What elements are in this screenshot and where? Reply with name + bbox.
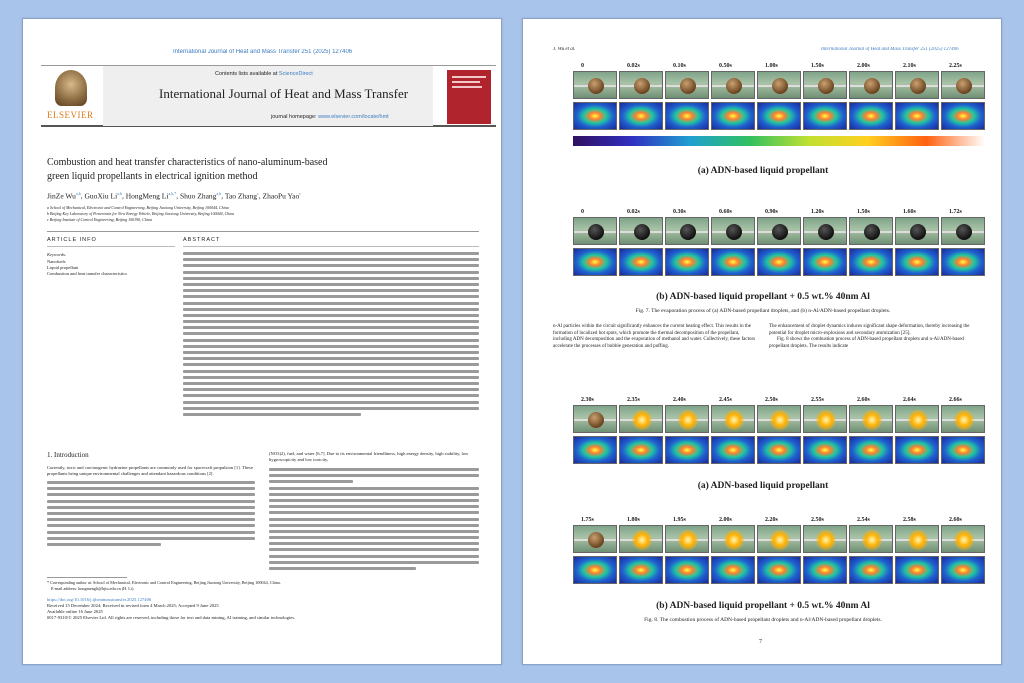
high-speed-frame — [941, 71, 985, 99]
flame — [862, 529, 882, 551]
droplet — [634, 78, 650, 94]
author-list: JinZe Wu$^{a,b}$, GuoXiu Li$^{a,b}$, HongMeng $Li^{a,b,*}$, Shuo Zhang$^{a,b}$, Tao Zhang$^c$, ZhaoPu Yao$^c$ — [47, 191, 302, 201]
section-heading-introduction: 1. Introduction — [47, 451, 89, 459]
high-speed-frame — [941, 217, 985, 245]
high-speed-frame — [803, 525, 847, 553]
keywords-heading: Keywords: — [47, 252, 67, 257]
droplet — [864, 78, 880, 94]
frame-time-label: 0.50s — [719, 63, 732, 69]
frame-time-label: 0.90s — [765, 209, 778, 215]
frame-time-label: 2.55s — [811, 397, 824, 403]
high-speed-frame — [711, 405, 755, 433]
droplet — [726, 78, 742, 94]
infrared-frame — [941, 436, 985, 464]
affiliation: b Beijing Key Laboratory of Powertrain for New Energy Vehicle, Beijing Jiaotong University, Beijing 100044, China — [47, 211, 235, 216]
frame-time-label: 0.10s — [673, 63, 686, 69]
frame-time-label: 2.50s — [811, 517, 824, 523]
affiliation-mark: c — [257, 191, 259, 196]
frame-time-label: 0 — [581, 209, 584, 215]
frame-time-label: 0.30s — [673, 209, 686, 215]
affiliation: c Beijing Institute of Control Engineering, Beijing 100190, China — [47, 217, 152, 222]
author-name[interactable]: Tao Zhang — [224, 191, 258, 201]
infrared-frame — [573, 556, 617, 584]
affiliation-mark: a,b — [75, 191, 81, 196]
paper-page-1 — [22, 18, 502, 665]
frame-time-label: 2.66s — [949, 397, 962, 403]
frame-time-label: 2.30s — [581, 397, 594, 403]
frame-time-label: 1.95s — [673, 517, 686, 523]
flame — [908, 409, 928, 431]
infrared-frame — [619, 102, 663, 130]
high-speed-frame — [619, 525, 663, 553]
running-header-journal: International Journal of Heat and Mass Transfer 251 (2025) 127406 — [821, 47, 959, 52]
abstract-text-block — [183, 252, 479, 419]
high-speed-frame — [895, 71, 939, 99]
high-speed-frame — [757, 405, 801, 433]
article-title-line-2: green liquid propellants in electrical ignition method — [47, 171, 258, 182]
intro-paragraph: Currently, toxic and carcinogenic hydrazine propellants are commonly used for spacecraft propulsion [1]. These propellants bring unique environmental challenges and attendant hazardous conditions [2]. — [47, 465, 253, 477]
frame-time-label: 0.60s — [719, 209, 732, 215]
author-name[interactable]: HongMeng Li — [125, 191, 169, 201]
article-title-line-1: Combustion and heat transfer characteristics of nano-aluminum-based — [47, 157, 328, 168]
flame — [724, 529, 744, 551]
infrared-frame — [757, 436, 801, 464]
flame — [816, 529, 836, 551]
infrared-frame — [711, 248, 755, 276]
infrared-frame — [573, 248, 617, 276]
infrared-frame — [849, 556, 893, 584]
journal-banner — [41, 65, 496, 127]
high-speed-frame — [573, 525, 617, 553]
frame-time-label: 1.20s — [811, 209, 824, 215]
flame — [678, 529, 698, 551]
high-speed-frame — [941, 525, 985, 553]
homepage-link[interactable]: www.elsevier.com/locate/hmt — [318, 114, 389, 120]
footnote-divider — [47, 577, 127, 578]
infrared-frame — [849, 436, 893, 464]
contents-prefix: Contents lists available at — [215, 71, 279, 77]
high-speed-frame — [757, 525, 801, 553]
frame-time-label: 2.50s — [765, 397, 778, 403]
affiliation-mark: a,b — [117, 191, 122, 196]
high-speed-frame — [803, 405, 847, 433]
intro-right-column — [269, 451, 479, 573]
droplet — [910, 224, 926, 240]
droplet — [588, 78, 604, 94]
high-speed-frame — [849, 405, 893, 433]
body-right-column — [769, 324, 975, 350]
infrared-frame — [573, 436, 617, 464]
infrared-frame — [619, 556, 663, 584]
droplet — [726, 224, 742, 240]
temperature-colorbar — [573, 136, 985, 146]
author-name[interactable]: Shuo Zhang — [179, 191, 217, 201]
infrared-frame — [757, 102, 801, 130]
frame-time-label: 2.10s — [903, 63, 916, 69]
droplet — [588, 532, 604, 548]
high-speed-frame — [665, 405, 709, 433]
high-speed-frame — [849, 525, 893, 553]
high-speed-frame — [849, 71, 893, 99]
homepage-prefix: journal homepage: — [271, 114, 319, 120]
flame — [678, 409, 698, 431]
frame-time-label: 2.20s — [765, 517, 778, 523]
infrared-frame — [757, 556, 801, 584]
received-dates: Received 15 December 2024; Received in revised form 4 March 2025; Accepted 9 June 2025 — [47, 603, 219, 608]
fig8b-caption: (b) ADN-based liquid propellant + 0.5 wt.% 40nm Al — [656, 601, 870, 611]
frame-time-label: 1.50s — [857, 209, 870, 215]
flame — [954, 409, 974, 431]
infrared-frame — [803, 556, 847, 584]
frame-time-label: 2.00s — [857, 63, 870, 69]
high-speed-frame — [619, 71, 663, 99]
high-speed-frame — [665, 71, 709, 99]
paper-page-2 — [522, 18, 1002, 665]
droplet — [818, 224, 834, 240]
frame-time-label: 1.72s — [949, 209, 962, 215]
affiliation-mark: a,b,* — [168, 191, 177, 196]
high-speed-frame — [803, 217, 847, 245]
droplet — [772, 78, 788, 94]
journal-title: International Journal of Heat and Mass Transfer — [159, 86, 409, 101]
infrared-frame — [665, 436, 709, 464]
fig8a-caption: (a) ADN-based liquid propellant — [697, 481, 829, 491]
droplet — [588, 224, 604, 240]
high-speed-frame — [665, 217, 709, 245]
intro-text-lines — [47, 481, 255, 546]
flame — [724, 409, 744, 431]
frame-time-label: 0 — [581, 63, 584, 69]
droplet — [864, 224, 880, 240]
flame — [632, 529, 652, 551]
frame-time-label: 1.50s — [811, 63, 824, 69]
frame-time-label: 2.64s — [903, 397, 916, 403]
droplet — [680, 78, 696, 94]
divider — [183, 246, 479, 247]
frame-time-label: 0.02s — [627, 63, 640, 69]
abstract-heading: ABSTRACT — [183, 237, 221, 243]
intro-left-column — [47, 465, 255, 549]
frame-time-label: 2.60s — [949, 517, 962, 523]
flame — [770, 409, 790, 431]
keyword: Combustion and heat transfer characteristics — [47, 271, 127, 276]
droplet — [910, 78, 926, 94]
frame-time-label: 1.60s — [903, 209, 916, 215]
infrared-frame — [803, 102, 847, 130]
article-info-heading: ARTICLE INFO — [47, 237, 97, 243]
fig7b-caption: (b) ADN-based liquid propellant + 0.5 wt.% 40nm Al — [656, 292, 870, 302]
flame — [862, 409, 882, 431]
droplet — [956, 224, 972, 240]
infrared-frame — [895, 556, 939, 584]
droplet — [680, 224, 696, 240]
infrared-frame — [711, 436, 755, 464]
body-left-column: n-Al particles within the circuit significantly enhances the current heating effect. This results in the formation of localized hot spots, which promote the thermal decomposition of the propellant, including ADN decomposition and the evaporation of methanol and water. Collectively, these factors accelerate the processes of bubble generation and puffing. — [553, 324, 756, 349]
high-speed-frame — [619, 405, 663, 433]
infrared-frame — [665, 248, 709, 276]
infrared-frame — [665, 556, 709, 584]
infrared-frame — [619, 248, 663, 276]
frame-time-label: 2.54s — [857, 517, 870, 523]
high-speed-frame — [711, 71, 755, 99]
infrared-frame — [895, 248, 939, 276]
infrared-frame — [941, 102, 985, 130]
keyword: Nanofuels — [47, 259, 66, 264]
flame — [770, 529, 790, 551]
frame-time-label: 2.60s — [857, 397, 870, 403]
infrared-frame — [941, 556, 985, 584]
infrared-frame — [895, 102, 939, 130]
author-name[interactable]: GuoXiu Li — [84, 191, 118, 201]
high-speed-frame — [711, 217, 755, 245]
infrared-frame — [849, 102, 893, 130]
frame-time-label: 0.02s — [627, 209, 640, 215]
email-footnote: E-mail address: hongmengli@bjtu.edu.cn (H. Li). — [51, 586, 135, 591]
copyright: 0017-9310/© 2025 Elsevier Ltd. All rights are reserved, including those for text and data mining, AI training, and similar technologies. — [47, 615, 296, 620]
high-speed-frame — [895, 405, 939, 433]
frame-time-label: 2.45s — [719, 397, 732, 403]
corresponding-author-footnote: * Corresponding author at: School of Mechanical, Electronic and Control Engineering, Beijing Jiaotong University, Beijing 100044, China. — [47, 580, 281, 585]
high-speed-frame — [711, 525, 755, 553]
author-name[interactable]: ZhaoPu Yao — [262, 191, 300, 201]
affiliation-mark: a,b — [216, 191, 222, 196]
droplet — [588, 412, 604, 428]
sciencedirect-link[interactable]: ScienceDirect — [278, 71, 313, 77]
body-paragraph: The enhancement of droplet dynamics induces significant shape deformation, thereby increasing the potential for droplet micro-explosions and secondary atomization [25]. — [769, 324, 970, 336]
infrared-frame — [849, 248, 893, 276]
high-speed-frame — [757, 217, 801, 245]
intro-text-lines — [269, 468, 479, 570]
high-speed-frame — [849, 217, 893, 245]
infrared-frame — [711, 556, 755, 584]
elsevier-logo — [45, 70, 97, 124]
flame — [908, 529, 928, 551]
banner-center — [103, 66, 433, 126]
page-number: 7 — [759, 639, 762, 645]
high-speed-frame — [619, 217, 663, 245]
frame-time-label: 2.25s — [949, 63, 962, 69]
droplet — [634, 224, 650, 240]
homepage-line — [271, 114, 389, 120]
intro-paragraph: (NO3)2), fuel, and water [6,7]. Due to its environmental friendliness, high energy density, high stability, low hygroscopicity and low toxicity, — [269, 451, 469, 463]
author-name[interactable]: JinZe Wu — [47, 191, 76, 201]
divider — [47, 246, 175, 247]
high-speed-frame — [803, 71, 847, 99]
infrared-frame — [803, 436, 847, 464]
frame-time-label: 2.40s — [673, 397, 686, 403]
frame-time-label: 1.75s — [581, 517, 594, 523]
high-speed-frame — [573, 71, 617, 99]
infrared-frame — [619, 436, 663, 464]
frame-time-label: 1.80s — [627, 517, 640, 523]
fig7a-caption: (a) ADN-based liquid propellant — [697, 166, 829, 176]
frame-time-label: 2.00s — [719, 517, 732, 523]
frame-time-label: 2.35s — [627, 397, 640, 403]
infrared-frame — [895, 436, 939, 464]
affiliation-mark: c — [299, 191, 302, 196]
droplet — [772, 224, 788, 240]
infrared-frame — [665, 102, 709, 130]
droplet — [818, 78, 834, 94]
available-online: Available online 16 June 2025 — [47, 609, 103, 614]
doi-link[interactable]: https://doi.org/10.1016/j.ijheatmasstransfer.2025.127406 — [47, 597, 152, 602]
running-header: International Journal of Heat and Mass Transfer 251 (2025) 127406 — [173, 49, 353, 55]
fig8-caption: Fig. 8. The combustion process of ADN-based propellant droplets and n-Al/ADN-based propellant droplets. — [644, 617, 882, 623]
contents-line — [215, 71, 313, 77]
running-header-authors: J. Wu et al. — [553, 47, 576, 52]
high-speed-frame — [895, 217, 939, 245]
body-paragraph: Fig. 8 shows the combustion process of ADN-based propellant droplets and n-Al/ADN-based propellant droplets. The results indicate — [769, 337, 964, 349]
high-speed-frame — [757, 71, 801, 99]
flame — [632, 409, 652, 431]
high-speed-frame — [941, 405, 985, 433]
infrared-frame — [803, 248, 847, 276]
high-speed-frame — [895, 525, 939, 553]
high-speed-frame — [573, 405, 617, 433]
affiliation: a School of Mechanical, Electronic and Control Engineering, Beijing Jiaotong University, Beijing 100044, China — [47, 205, 229, 210]
keyword: Liquid propellant — [47, 265, 79, 270]
fig7-caption: Fig. 7. The evaporation process of (a) ADN-based propellant droplets, and (b) n-Al/ADN-based propellant droplets. — [635, 308, 891, 314]
flame — [816, 409, 836, 431]
high-speed-frame — [665, 525, 709, 553]
high-speed-frame — [573, 217, 617, 245]
droplet — [956, 78, 972, 94]
infrared-frame — [757, 248, 801, 276]
flame — [954, 529, 974, 551]
divider — [47, 231, 479, 232]
infrared-frame — [941, 248, 985, 276]
frame-time-label: 1.00s — [765, 63, 778, 69]
publisher-name: ELSEVIER — [47, 110, 94, 120]
journal-cover-image — [447, 70, 491, 124]
infrared-frame — [711, 102, 755, 130]
frame-time-label: 2.58s — [903, 517, 916, 523]
infrared-frame — [573, 102, 617, 130]
